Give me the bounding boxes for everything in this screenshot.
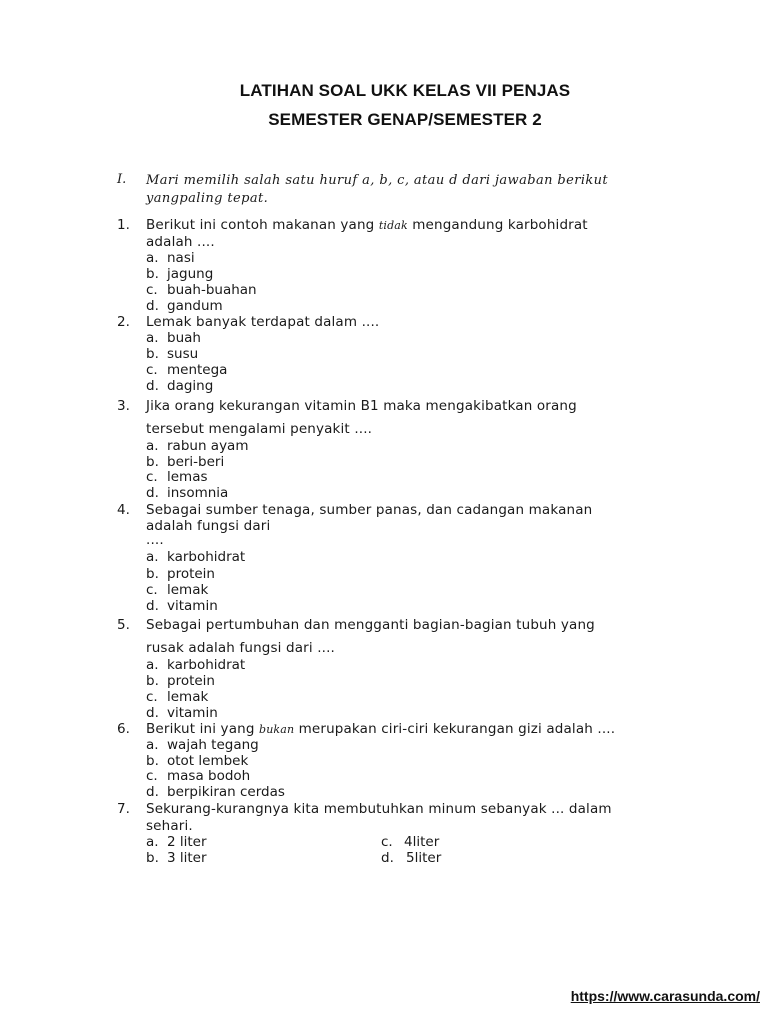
option-letter: a. [146, 834, 159, 850]
instruction-line: yangpaling tepat. [146, 191, 269, 206]
option-letter: a. [146, 737, 159, 753]
option-text: 4liter [404, 834, 440, 850]
question-text-part: merupakan ciri-ciri kekurangan gizi adalah .... [294, 721, 616, 737]
question-text: Sebagai sumber tenaga, sumber panas, dan cadangan makanan [146, 502, 593, 518]
option-letter: b. [146, 346, 159, 362]
option-text: nasi [167, 250, 195, 266]
option-text: insomnia [167, 485, 229, 501]
instruction-text [146, 172, 646, 208]
option-letter: b. [146, 454, 159, 470]
option-letter: d. [146, 705, 159, 721]
question-text: sehari. [146, 818, 193, 834]
question-number: 1. [117, 217, 130, 233]
option-text: daging [167, 378, 214, 394]
question-number: 3. [117, 398, 130, 414]
option-text: mentega [167, 362, 228, 378]
option-letter: a. [146, 330, 159, 346]
option-letter: c. [381, 834, 393, 850]
question-text: rusak adalah fungsi dari .... [146, 640, 335, 656]
instruction-number: I. [117, 172, 127, 187]
option-text: wajah tegang [167, 737, 259, 753]
option-text: beri-beri [167, 454, 225, 470]
question-text-part: Berikut ini contoh makanan yang [146, 217, 379, 233]
instruction-line: Mari memilih salah satu huruf a, b, c, atau d dari jawaban berikut [146, 173, 609, 188]
option-letter: d. [146, 784, 159, 800]
option-text: lemak [167, 689, 209, 705]
option-text: 3 liter [167, 850, 207, 866]
option-letter: a. [146, 438, 159, 454]
emphasis-word: bukan [259, 723, 295, 736]
option-text: protein [167, 566, 215, 582]
question-text-part: Berikut ini yang [146, 721, 259, 737]
option-letter: a. [146, 549, 159, 565]
option-letter: c. [146, 768, 158, 784]
option-text: karbohidrat [167, 549, 246, 565]
question-text: Sebagai pertumbuhan dan mengganti bagian-bagian tubuh yang [146, 617, 595, 633]
option-letter: d. [381, 850, 394, 866]
option-letter: a. [146, 657, 159, 673]
option-text: jagung [167, 266, 214, 282]
question-text: tersebut mengalami penyakit .... [146, 421, 373, 437]
question-text [146, 217, 588, 234]
option-letter: c. [146, 282, 158, 298]
question-number: 7. [117, 801, 130, 817]
option-letter: a. [146, 250, 159, 266]
footer-link[interactable]: https://www.carasunda.com/ [570, 988, 760, 1004]
emphasis-word: tidak [378, 219, 408, 232]
option-text: berpikiran cerdas [167, 784, 285, 800]
question-text-part: mengandung karbohidrat [407, 217, 588, 233]
option-text: protein [167, 673, 215, 689]
option-letter: c. [146, 582, 158, 598]
option-letter: b. [146, 266, 159, 282]
document-title: LATIHAN SOAL UKK KELAS VII PENJAS [239, 81, 571, 100]
option-text: karbohidrat [167, 657, 246, 673]
question-text: adalah fungsi dari [146, 518, 271, 534]
option-letter: c. [146, 469, 158, 485]
option-letter: b. [146, 673, 159, 689]
option-text: lemas [167, 469, 208, 485]
option-letter: d. [146, 598, 159, 614]
question-number: 5. [117, 617, 130, 633]
option-text: gandum [167, 298, 223, 314]
question-number: 2. [117, 314, 130, 330]
question-text [146, 721, 615, 738]
question-text: .... [146, 532, 164, 548]
option-letter: c. [146, 689, 158, 705]
question-text: Lemak banyak terdapat dalam .... [146, 314, 380, 330]
option-text: buah-buahan [167, 282, 257, 298]
option-text: buah [167, 330, 201, 346]
option-letter: d. [146, 378, 159, 394]
option-letter: b. [146, 566, 159, 582]
option-text: 5liter [406, 850, 442, 866]
option-text: susu [167, 346, 199, 362]
option-text: masa bodoh [167, 768, 251, 784]
option-letter: d. [146, 298, 159, 314]
question-text: adalah .... [146, 234, 215, 250]
option-letter: c. [146, 362, 158, 378]
option-text: lemak [167, 582, 209, 598]
option-text: 2 liter [167, 834, 207, 850]
option-letter: b. [146, 850, 159, 866]
question-text: Jika orang kekurangan vitamin B1 maka mengakibatkan orang [146, 398, 577, 414]
question-number: 4. [117, 502, 130, 518]
option-letter: d. [146, 485, 159, 501]
option-text: vitamin [167, 598, 218, 614]
question-text: Sekurang-kurangnya kita membutuhkan minum sebanyak ... dalam [146, 801, 612, 817]
option-text: vitamin [167, 705, 218, 721]
option-text: otot lembek [167, 753, 249, 769]
option-text: rabun ayam [167, 438, 249, 454]
option-letter: b. [146, 753, 159, 769]
question-number: 6. [117, 721, 130, 737]
document-subtitle: SEMESTER GENAP/SEMESTER 2 [268, 110, 542, 129]
